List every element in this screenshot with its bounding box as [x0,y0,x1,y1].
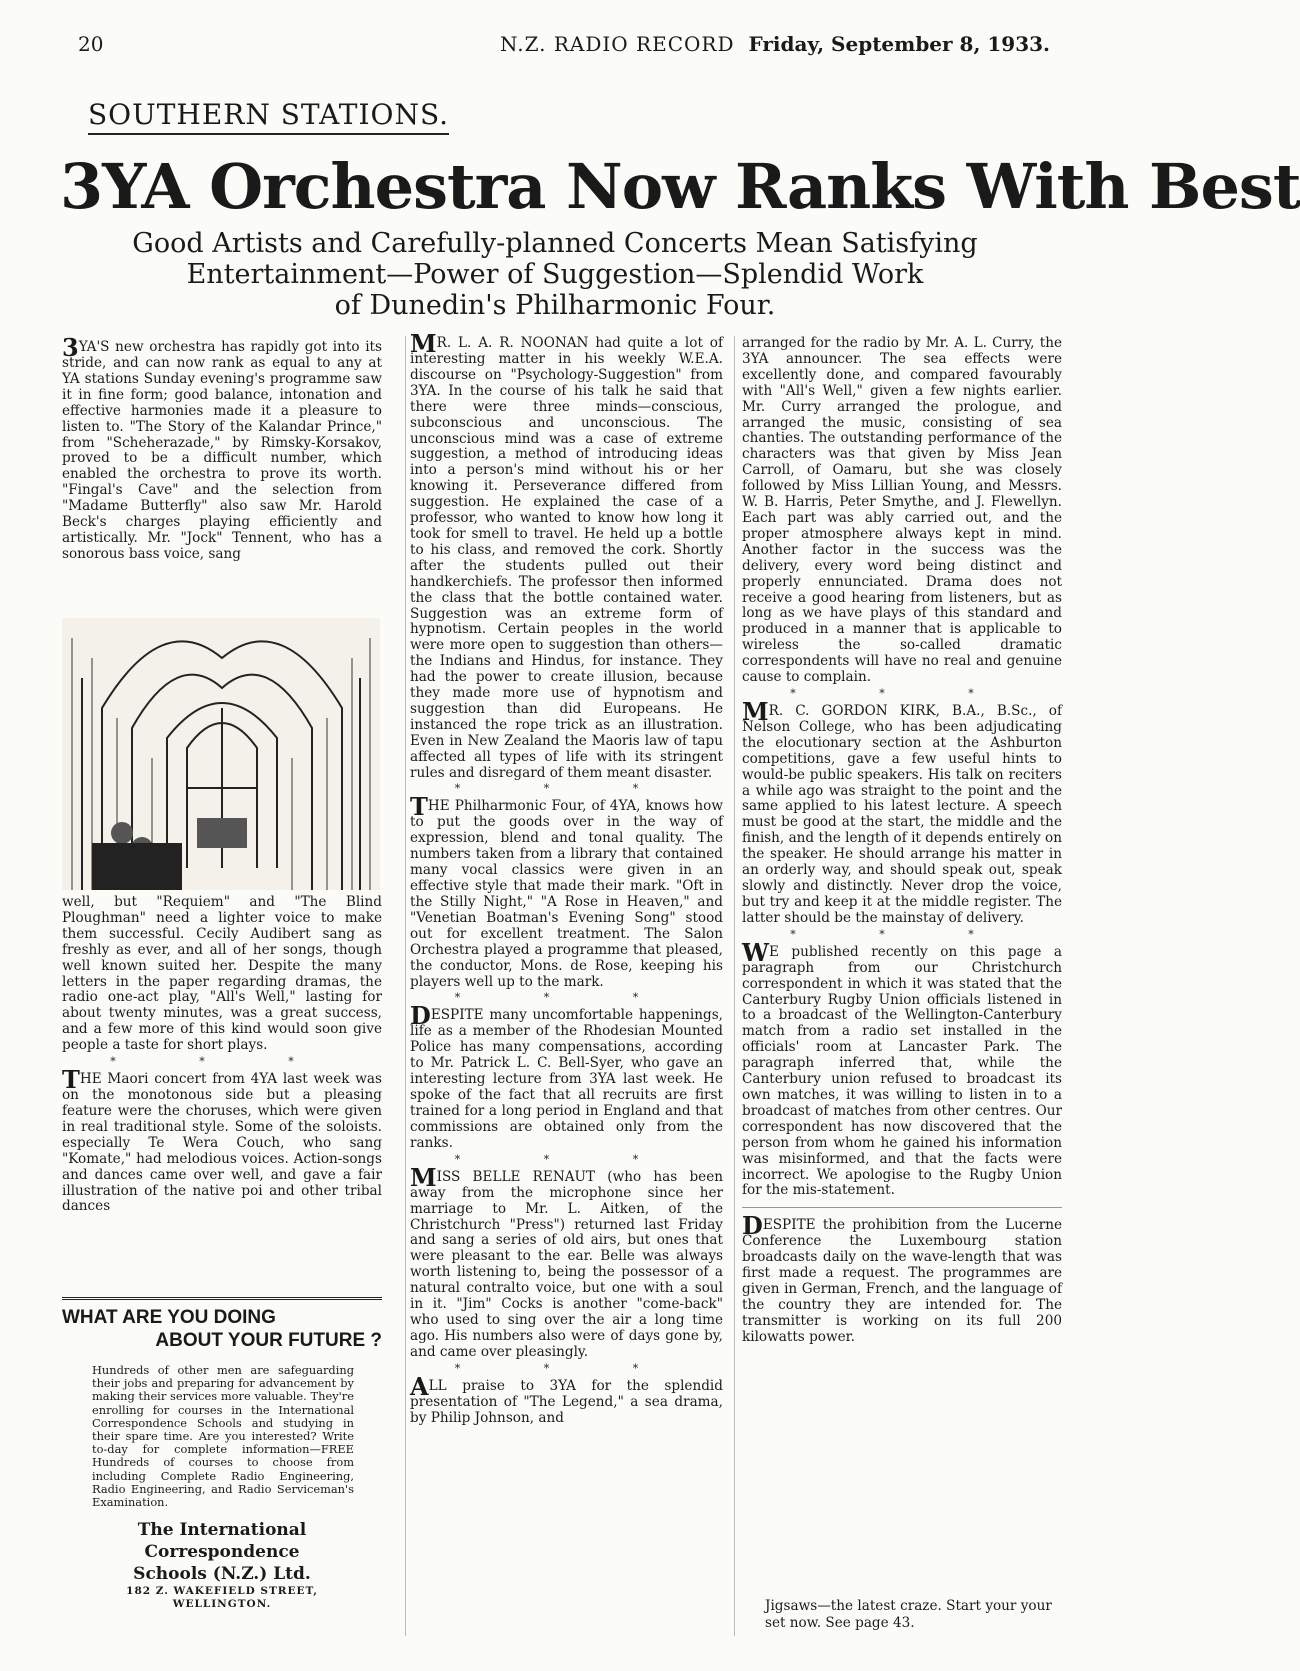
drop-cap: W [742,937,769,967]
ad-company: Schools (N.Z.) Ltd. [133,1564,311,1585]
paragraph [742,937,1062,1200]
paragraph-text: ISS BELLE RENAUT (who has been away from the microphone since her marriage to Mr. L. Aitken, of the Christchurch "Press") returned last Friday and sang a series of old airs, but ones that were pleasant to the ear. Belle was always worth listening to, being the possessor of a natural contralto voice, but one with a soul in it. "Jim" Cocks is another "come-back" who used to sing over the air a long time ago. His numbers also were of days gone by, and came over pleasingly. [410,1168,723,1360]
ad-company: The International Correspondence [137,1520,307,1563]
article-column-1-bottom [62,895,382,1275]
paragraph-text: HE Philharmonic Four, of 4YA, knows how to put the goods over in the way of expression, blend and tonal quality. The numbers taken from a library that contained many vocal classics were given in an effective style that made their mark. "Oft in the Stilly Night," "A Rose in Heaven," and "Venetian Boatman's Evening Song" stood out for excellent treatment. The Salon Orchestra played a programme that pleased, the conductor, Mons. de Rose, keeping his players well up to the mark. [410,798,723,990]
drop-cap: M [410,329,437,358]
paragraph [410,329,723,781]
paragraph [742,696,1062,927]
column-rule [734,336,735,1636]
subhead-line: Good Artists and Carefully-planned Concerts Mean Satisfying [132,228,978,259]
publication-name: N.Z. RADIO RECORD [500,32,735,56]
subheadline [60,228,1050,321]
subhead-line: Entertainment—Power of Suggestion—Splendid Work [186,259,924,290]
section-divider-stars: * * * [790,686,1014,700]
ad-heading: ABOUT YOUR FUTURE ? [155,1330,382,1351]
section-divider-stars: * * * [454,1361,679,1375]
section-divider-stars: * * * [454,1152,679,1166]
section-divider-stars: * * * [790,927,1014,941]
paragraph-text: ESPITE many uncomfortable happenings, life as a member of the Rhodesian Mounted Police has many compensations, according to Mr. Patrick L. C. Bell-Syer, who gave an interesting lecture from 3YA last week. He spoke of the fact that all recruits are first trained for a long period in England and that commissions are obtained only from the ranks. [410,1007,723,1151]
headline: 3YA Orchestra Now Ranks With Best [60,150,1300,223]
paragraph [410,792,723,990]
subhead-line: of Dunedin's Philharmonic Four. [334,290,776,321]
paragraph-text: R. L. A. R. NOONAN had quite a lot of interesting matter in his weekly W.E.A. discourse on "Psychology-Suggestion" from 3YA. In the course of his talk he said that there were three minds—conscious, subconscious and unconscious. The unconscious mind was a case of extreme suggestion, a method of introducing ideas into a person's mind without his or her knowing it. Perseverance differed from suggestion. He explained the case of a professor, who wanted to know how long it took for smell to travel. He held up a bottle to his class, and removed the cork. Shortly after the students pulled out their handkerchiefs. The professor then informed the class that the bottle contained water. Suggestion was an extreme form of hypnotism. Certain peoples in the world were more open to suggestion than others—the Indians and Hindus, for instance. They had the power to create illusion, because they made more use of hypnotism and suggestion than did Europeans. He instanced the rope trick as an illustration. Even in New Zealand the Maoris law of tapu affected all types of life with its stringent rules and disregard of them meant disaster. [410,335,723,781]
page-number: 20 [78,32,104,56]
paragraph [410,1371,723,1427]
article-column-2 [410,329,723,1642]
paragraph: well, but "Requiem" and "The Blind Ploughman" need a lighter voice to make them successful. Cecily Audibert sang as freshly as ever, and all of her songs, though well known suited her. Despite the many letters in the paper regarding dramas, the radio one-act play, "All's Well," lasting for about twenty minutes, was a great success, and a few more of this kind would soon give people a taste for short plays. [62,894,382,1054]
cathedral-choir-illustration [62,618,380,890]
section-divider-stars: * * * [454,782,679,796]
paragraph-text: YA'S new orchestra has rapidly got into its stride, and can now rank as equal to any at YA stations Sunday evening's programme saw it in fine form; good balance, intonation and effective harmonies made it a pleasure to listen to. "The Story of the Kalandar Prince," from "Scheherazade," by Rimsky-Korsakov, proved to be a difficult number, which enabled the orchestra to prove its worth. "Fingal's Cave" and the selection from "Madame Butterfly" also saw Mr. Harold Beck's charges playing efficiently and artistically. Mr. "Jock" Tennent, who has a sonorous bass voice, sang [62,339,382,562]
illustration-drawing [62,618,380,890]
paragraph-text: ESPITE the prohibition from the Lucerne Conference the Luxembourg station broadcasts daily on the wave-length that was first made a request. The programmes are given in German, French, and the language of the country they are intended for. The transmitter is working on its full 200 kilowatts power. [742,1217,1062,1345]
paragraph [62,1065,382,1215]
drop-cap: T [410,792,428,822]
paragraph [62,333,382,563]
masthead [70,32,1050,62]
drop-cap: T [62,1065,80,1095]
drop-cap: 3 [62,333,79,362]
section-title: SOUTHERN STATIONS. [88,98,449,135]
article-column-3 [742,336,1062,1536]
column-rule [405,336,406,1636]
paragraph: arranged for the radio by Mr. A. L. Curry, the 3YA announcer. The sea effects were excellently done, and compared favourably with "All's Well," given a few nights earlier. Mr. Curry arranged the prologue, and arranged the music, consisting of sea chanties. The outstanding performance of the characters was that given by Miss Jean Carroll, of Oamaru, but she was closely followed by Miss Lillian Young, and Messrs. W. B. Harris, Peter Smythe, and J. Flewellyn. Each part was ably carried out, and the proper atmosphere always kept in mind. Another factor in the success was the delivery, every word being distinct and properly ennunciated. Drama does not receive a good hearing from listeners, but as long as we have plays of this standard and produced in a manner that is applicable to wireless the so-called dramatic correspondents will have no real and genuine cause to complain. [742,335,1062,686]
ics-advertisement [62,1297,382,1666]
drop-cap: M [742,696,769,726]
paragraph-text: R. C. GORDON KIRK, B.A., B.Sc., of Nelson College, who has been adjudicating the elocutionary section at the Ashburton competitions, gave a few useful hints to would-be public speakers. His talk on reciters a while ago was straight to the point and the same applied to his latest lecture. A speech must be good at the start, the middle and the finish, and the length of it depends entirely on the speaker. He should arrange his matter in an orderly way, and should speak out, speak slowly and distinctly. Never drop the voice, but try and keep it at the middle register. The latter should be the mainstay of delivery. [742,702,1062,926]
paragraph [410,1162,723,1361]
paragraph [742,1211,1062,1345]
paragraph [410,1001,723,1151]
article-column-1-top [62,333,382,610]
drop-cap: D [410,1001,431,1031]
paragraph-text: E published recently on this page a paragraph from our Christchurch correspondent in which it was stated that the Canterbury Rugby Union officials listened in to a broadcast of the Wellington-Canterbury match from a radio set installed in the officials' room at Lancaster Park. The paragraph inferred that, while the Canterbury union refused to broadcast its own matches, it was willing to listen in to a broadcast of matches from other centres. Our correspondent has now discovered that the person from whom he gained his information was misinformed, and that the facts were incorrect. We apologise to the Rugby Union for the mis-statement. [742,943,1062,1199]
section-divider-stars: * * * [454,991,679,1005]
ad-body: Hundreds of other men are safeguarding their jobs and preparing for advancement by making their services more valuable. They're enrolling for courses in the International Correspondence Schools and studying in their spare time. Are you interested? Write to-day for complete information—FREE Hundreds of courses to choose from including Complete Radio Engineering, Radio Engineering, and Radio Serviceman's Examination. [92,1363,354,1510]
drop-cap: M [410,1162,437,1192]
section-divider-stars: * * * [110,1055,334,1069]
paragraph-text: LL praise to 3YA for the splendid presentation of "The Legend," a sea drama, by Philip Johnson, and [410,1377,723,1426]
ad-heading: WHAT ARE YOU DOING [62,1307,276,1328]
drop-cap: D [742,1211,763,1241]
drop-cap: A [410,1371,429,1401]
issue-date: Friday, September 8, 1933. [748,32,1050,56]
footer-note: Jigsaws—the latest craze. Start your your set now. See page 43. [765,1598,1052,1631]
ad-address: WELLINGTON. [172,1598,272,1611]
paragraph-text: HE Maori concert from 4YA last week was on the monotonous side but a pleasing feature were the choruses, which were given in real traditional style. Some of the soloists. especially Te Wera Couch, who sang "Komate," had melodious voices. Action-songs and dances came over well, and gave a fair illustration of the native poi and other tribal dances [62,1071,382,1215]
ad-address: 182 Z. WAKEFIELD STREET, [126,1585,318,1598]
